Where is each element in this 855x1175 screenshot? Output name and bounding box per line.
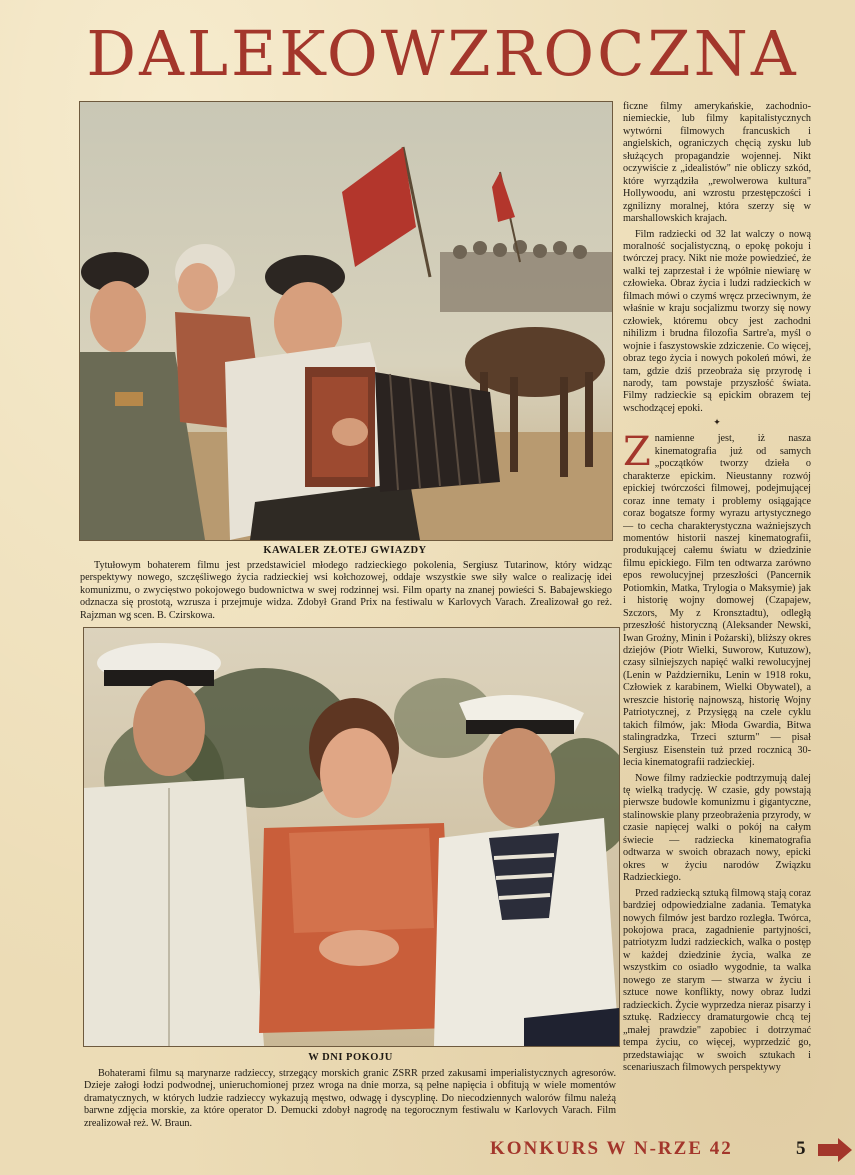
drop-cap-letter: Z: [623, 429, 651, 476]
caption-text-w-dni-pokoju: Bohaterami filmu są marynarze radzieccy, strzegący morskich granic ZSRR przed zakusami imperialistycznych agresorów. Dzieje załogi łodzi podwodnej, unieruchomionej przez wroga na dnie morza, są pełne napięcia i obfitują w wiele momentów dramatycznych, w których ludzie radzieccy wykazują męstwo, odwagę i dyscyplinę. Do niecodziennych walorów filmu należą barwne zdjęcia morskie, za które operator D. Demucki zdobył nagrodę na tegorocznym festiwalu w Karlovych Varach. Film zrealizował reż. W. Braun.: [84, 1068, 616, 1129]
article-paragraph: Przed radziecką sztuką filmową stają coraz bardziej odpowiedzialne zadania. Tematyka nowych filmów jest bardzo rozległa. Twórca, pokojowa praca, zagadnienie partyjności, patriotyzm ludzi radzieckich, walka o postęp w każdej dziedzinie życia, walka ze wszystkim co osiadło wygodnie, ta walka nowego ze starym — stwarza w życiu i sztuce nowe konflikty, nowy obraz ludzi radzieckich. Życie wyprzedza nieraz pisarzy i sztukę. Radzieccy dramaturgowie chcą tej „małej prawdzie" zapobiec i dotrzymać tempa życiu, co więcej, wyprzedzić go, przedstawiając w swoich sztukach i scenariuszach filmowych perspektywy: [623, 887, 811, 1073]
film-still-kawaler: [79, 101, 613, 541]
article-column: [623, 101, 811, 1131]
film-still-w-dni-pokoju: [83, 627, 620, 1047]
film-still-kawaler-illustration: [80, 102, 612, 540]
caption-text-kawaler: Tytułowym bohaterem filmu jest przedstawiciel młodego radzieckiego pokolenia, Sergiusz Tutarinow, który widząc perspektywy nowego, szczęśliwego życia radzieckiej wsi kołchozowej, oddaje wszystkie swe siły walce o realizację idei komunizmu, o zwycięstwo pokojowego budownictwa w swej rodzinnej wsi. Film oparty na znanej powieści S. Babajewskiego odznacza się prostotą, wzrusza i przejmuje widza. Zdobył Grand Prix na festiwalu w Karlovych Varach. Zrealizował go reż. Rajzman wg scen. B. Czirskowa.: [80, 560, 612, 621]
article-paragraph: ficzne filmy amerykańskie, zachodnio-niemieckie, lub filmy kapitalistycznych wytwórni filmowych francuskich i angielskich, ograniczych chęcią zysku lub służących propagandzie wojennej. Nikt oczywiście z „idealistów" nie obliczy szkód, które wyrządziła „rewolwerowa kultura" Hollywoodu, ani wzrostu przestępczości i zgnilizny moralnej, która szerzy się w marshallowskich krajach.: [623, 101, 811, 225]
page-title: DALEKOWZROCZNA: [86, 17, 799, 90]
section-separator: ✦: [713, 417, 721, 428]
article-paragraph-dropcap: [623, 429, 811, 769]
page-number: 5: [796, 1138, 806, 1159]
article-paragraph: Film radziecki od 32 lat walczy o nową moralność socjalistyczną, o epokę pokoju i twórczej pracy. Nikt nie może powiedzieć, że walki tej zaprzestał i że wpółnie niewiarę w człowieka. Obraz życia i ludzi radzieckich w filmach mówi o czymś wręcz przeciwnym, że właśnie w kraju socjalizmu tworzy się nowy człowiek, któremu obcy jest zachodni nihilizm i brudna filozofia Sartre'a, myśl o wojnie i faszystowskie zdziczenie. Co więcej, obraz tego życia i nowych pokoleń mówi, że tam, gdzie dziś przeobraża się przyrodę i narody, tam powstaje przyszłość świata. Filmy radzieckie są epickim obrazem tej wschodzącej epoki.: [623, 228, 811, 414]
footer-contest-label: KONKURS W N-RZE 42: [490, 1138, 733, 1159]
caption-title-kawaler: KAWALER ZŁOTEJ GWIAZDY: [263, 545, 427, 556]
arrow-right-icon: [818, 1138, 852, 1162]
article-paragraph: Nowe filmy radzieckie podtrzymują dalej tę wielką tradycję. W czasie, gdy powstają pierwsze budowle komunizmu i gigantyczne, stalinowskie plany przeobrażenia przyrody, w czasie napięcej walki o pokój na całym świecie — radziecka kinematografia odtwarza w swoich obrazach nowy, epicki okres w życiu narodów Związku Radzieckiego.: [623, 772, 811, 884]
caption-title-w-dni-pokoju: W DNI POKOJU: [308, 1052, 393, 1063]
film-still-w-dni-pokoju-illustration: [84, 628, 619, 1046]
article-paragraph-text: namienne jest, iż nasza kinematografia już od samych „początków tworzy dzieła o charakterze epickim. Nieustanny rozwój epickiej twórczości filmowej, podejmującej coraz inne tematy i problemy osiągające coraz bogatsze formy wyrazu artystycznego — to cecha charakterystyczna ważniejszych momentów historii naszej kinematografii, produkującej całemu światu w dziedzinie filmu epickiego. Film ten odtwarza zarówno epos rewolucyjnej przeszłości (Pancernik Potiomkin, Matka, Trylogia o Maksymie) jak i historię wojny domowej (Czapajew, Szczors, My z Kronsztadtu), odległą przeszłość historyczną (Aleksander Newski, Iwan Groźny, Minin i Pożarski), bliższy okres dziejów (Piotr Wielki, Suworow, Kutuzow), czasy silniejszych napięć walki rewolucyjnej (Lenin w Październiku, Lenin w 1918 roku, Człowiek z karabinem, Wielki Obywatel), a wreszcie historię najnowszą, historię Wojny Patriotycznej, z Przysięgą na czele cyklu takich filmów, jak: Młoda Gwardia, Bitwa stalingradzka, Trzeci szturm" — pisał Sergiusz Eisenstein tuż przed rocznicą 30-lecia kinematografii radzieckiej.: [623, 433, 811, 769]
